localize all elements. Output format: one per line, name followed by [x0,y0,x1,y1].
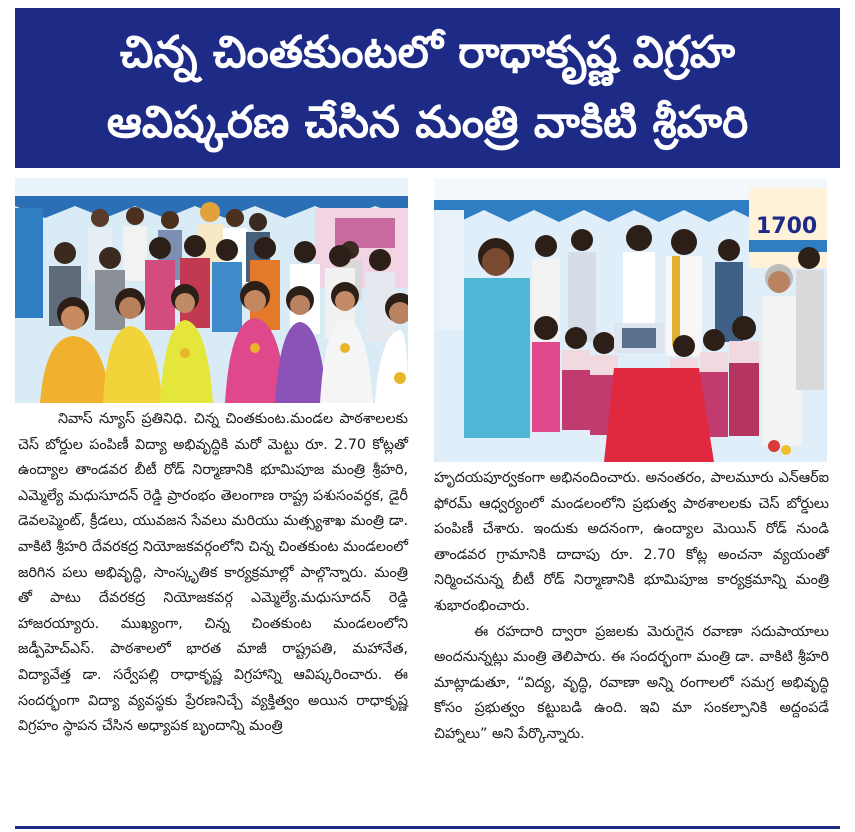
headline-line-1: చిన్న చింతకుంటలో రాధాకృష్ణ విగ్రహ [119,27,736,78]
headline-banner [15,8,840,168]
event-photo-group [15,178,408,403]
event-photo-group-image [15,178,408,403]
article-paragraph: ఈ రహదారి ద్వారా ప్రజలకు మెరుగైన రవాణా సదుపాయాలు అందనున్నట్లు మంత్రి తెలిపారు. ఈ సందర్భంగా మంత్రి డా. వాకిటి శ్రీహరి మాట్లాడుతూ, “విద్య, వృద్ధి, రవాణా అన్ని రంగాలలో సమగ్ర అభివృద్ధి కోసం ప్రభుత్వం కట్టుబడి ఉంది. ఇవి మా సంకల్పానికి అద్దంపడే చిహ్నాలు” అని పేర్కొన్నారు. [434,623,829,742]
event-photo-children [434,178,827,462]
article-column-left [18,407,408,740]
event-photo-children-image [434,178,827,462]
article-paragraph: నివాస్ న్యూస్ ప్రతినిధి. చిన్న చింతకుంట.మండల పాఠశాలలకు చెస్ బోర్డుల పంపిణీ విద్యా అభివృద్ధికి మరో మెట్టు రూ. 2.70 కోట్లతో ఉంద్యాల తాండవర బీటీ రోడ్ నిర్మాణానికి భూమిపూజ మంత్రి శ్రీహరి, ఎమ్మెల్యే మధుసూదన్ రెడ్డి ప్రారంభం తెలంగాణ రాష్ట్ర పశుసంవర్ధక, డైరీ డెవలప్మెంట్, క్రీడలు, యువజన సేవలు మరియు మత్స్యశాఖ మంత్రి డా. వాకిటి శ్రీహరి దేవరకద్ర నియోజకవర్గంలోని చిన్న చింతకుంట మండలంలో జరిగిన పలు అభివృద్ధి, సాంస్కృతిక కార్యక్రమాల్లో పాల్గొన్నారు. మంత్రి తో పాటు దేవరకద్ర నియోజకవర్గ ఎమ్మెల్యే.మధుసూదన్ రెడ్డి హాజరయ్యారు. ముఖ్యంగా, చిన్న చింతకుంట మండలంలోని జడ్పీహెచ్ఎస్. పాఠశాలలో భారత మాజీ రాష్ట్రపతి, మహానేత, విద్యావేత్త డా. సర్వేపల్లి రాధాకృష్ణ విగ్రహాన్ని ఆవిష్కరించారు. ఈ సందర్భంగా విద్యా వ్యవస్థకు ప్రేరణనిచ్చే వ్యక్తిత్వం అయిన రాధాకృష్ణ విగ్రహం స్థాపన చేసిన అధ్యాపక బృందాన్ని మంత్రి [18,411,408,735]
headline-line-2: ఆవిష్కరణ చేసిన మంత్రి వాకిటి శ్రీహరి [106,97,749,148]
bottom-rule [15,826,840,829]
article-column-right [434,466,829,748]
banner-number: 1700 [756,214,818,239]
article-paragraph: హృదయపూర్వకంగా అభినందించారు. అనంతరం, పాలమూరు ఎన్ఆర్ఐ ఫోరమ్ ఆధ్వర్యంలో మండలంలోని ప్రభుత్వ పాఠశాలలకు చెస్ బోర్డులు పంపిణీ చేశారు. ఇందుకు అదనంగా, ఉంద్యాల మెయిన్ రోడ్ నుండి తాండవర గ్రామానికి దాదాపు రూ. 2.70 కోట్ల అంచనా వ్యయంతో నిర్మించనున్న బీటీ రోడ్ నిర్మాణానికి భూమిపూజ కార్యక్రమాన్ని మంత్రి శుభారంభించారు. [434,470,829,614]
